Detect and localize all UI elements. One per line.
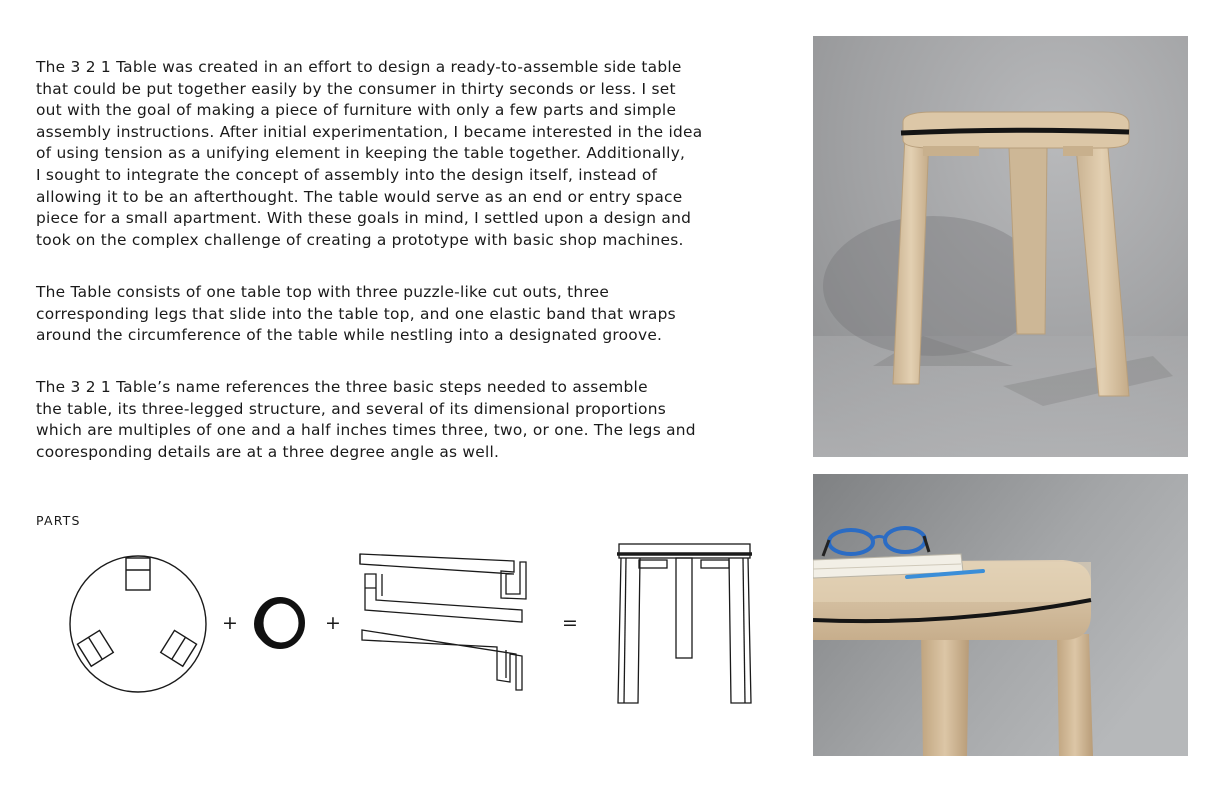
assembled-table-diagram	[614, 540, 756, 706]
components-paragraph: The Table consists of one table top with three puzzle-like cut outs, three corresponding legs that slide into the table top, and one elastic band that wraps around the circumference of the table while nestling into a designated groove.	[36, 283, 676, 345]
intro-paragraph: The 3 2 1 Table was created in an effort to design a ready-to-assemble side table that could be put together easily by the consumer in thirty seconds or less. I set out with the goal of making a piece of furniture with only a few parts and simple assembly instructions. After initial experimentation, I became interested in the idea of using tension as a unifying element in keeping the table together. Additionally, I sought to integrate the concept of assembly into the design itself, instead of allowing it to be an afterthought. The table would serve as an end or entry space piece for a small apartment. With these goals in mind, I settled upon a design and took on the complex challenge of creating a prototype with basic shop machines.	[36, 58, 703, 249]
table-top-diagram	[66, 552, 212, 698]
table-closeup-photo	[813, 474, 1188, 756]
stool-photo	[813, 36, 1188, 457]
elastic-band-diagram	[252, 594, 310, 652]
equals-sign: =	[562, 612, 578, 634]
stool-illustration	[813, 36, 1188, 457]
legs-diagram	[356, 550, 532, 696]
closeup-illustration	[813, 474, 1188, 756]
plus-sign: +	[222, 612, 238, 634]
plus-sign: +	[325, 612, 341, 634]
parts-label: PARTS	[36, 513, 81, 528]
name-paragraph: The 3 2 1 Table’s name references the three basic steps needed to assemble the table, its three-legged structure, and several of its dimensional proportions which are multiples of one and a half inches times three, two, or one. The legs and cooresponding details are at a three degree angle as well.	[36, 378, 696, 461]
